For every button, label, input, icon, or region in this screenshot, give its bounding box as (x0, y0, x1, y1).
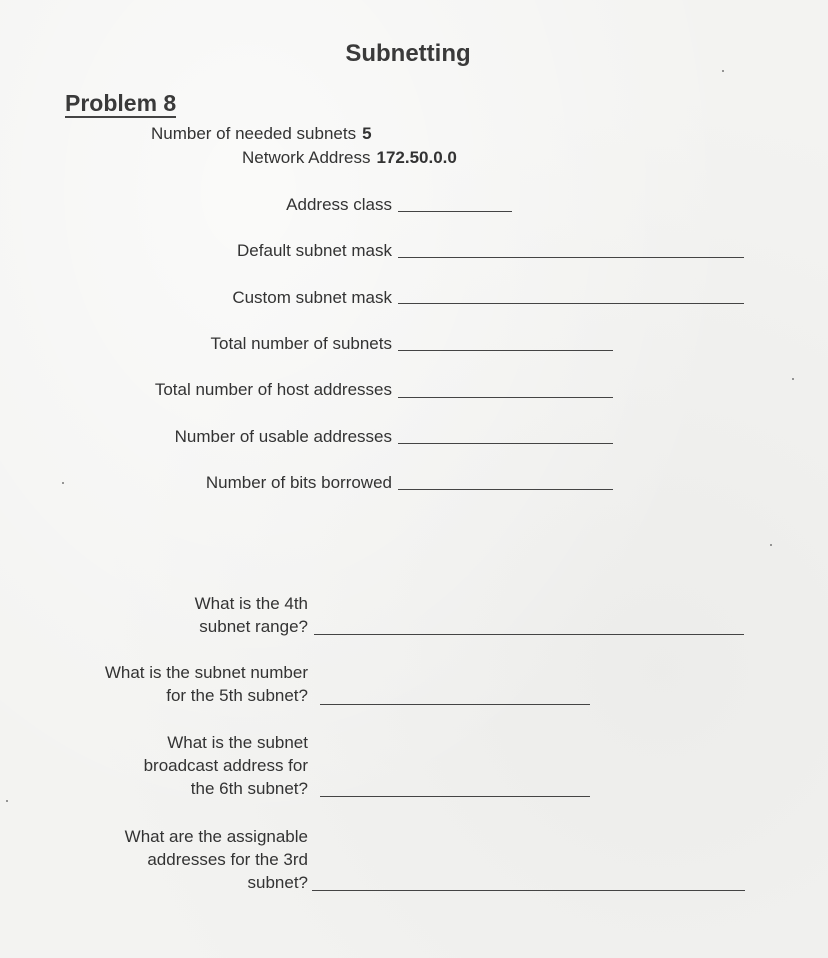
field-label: Number of bits borrowed (205, 473, 392, 492)
field-label: Default subnet mask (237, 241, 392, 260)
question-line: subnet? (247, 873, 308, 892)
question-line: What is the 4th (194, 594, 308, 613)
network-address-value: 172.50.0.0 (376, 148, 457, 167)
answer-line-6th-broadcast[interactable] (320, 796, 590, 797)
needed-subnets-label: Number of needed subnets (151, 124, 357, 143)
answer-line-custom-subnet-mask[interactable] (398, 303, 744, 304)
scan-speck (6, 800, 8, 802)
answer-line-3rd-assignable[interactable] (312, 890, 745, 891)
answer-line-bits-borrowed[interactable] (398, 489, 613, 490)
scan-speck (722, 70, 724, 72)
question-line: subnet range? (199, 617, 308, 636)
question-3rd-assignable (0, 825, 308, 894)
scan-speck (62, 482, 64, 484)
field-total-subnets (0, 334, 392, 356)
field-label: Total number of subnets (210, 334, 392, 353)
question-6th-broadcast (0, 731, 308, 800)
answer-line-4th-subnet-range[interactable] (314, 634, 744, 635)
page-title: Subnetting (345, 40, 471, 67)
question-line: broadcast address for (143, 756, 308, 775)
field-default-subnet-mask (0, 241, 392, 263)
answer-line-total-host-addresses[interactable] (398, 397, 613, 398)
field-usable-addresses (0, 427, 392, 449)
field-label: Address class (286, 195, 392, 214)
needed-subnets-value: 5 (362, 124, 372, 143)
answer-line-default-subnet-mask[interactable] (398, 257, 744, 258)
field-label: Number of usable addresses (174, 427, 392, 446)
question-5th-subnet-number (0, 661, 308, 707)
network-address-label: Network Address (242, 148, 371, 167)
answer-line-5th-subnet-number[interactable] (320, 704, 590, 705)
question-line: the 6th subnet? (190, 779, 308, 798)
needed-subnets-line (151, 124, 372, 144)
network-address-line (242, 148, 457, 168)
question-line: addresses for the 3rd (147, 850, 308, 869)
question-line: What are the assignable (124, 827, 308, 846)
answer-line-usable-addresses[interactable] (398, 443, 613, 444)
field-label: Total number of host addresses (154, 380, 392, 399)
problem-heading: Problem 8 (65, 90, 177, 116)
scan-speck (792, 378, 794, 380)
field-total-host-addresses (0, 380, 392, 402)
question-line: What is the subnet number (104, 663, 308, 682)
question-line: for the 5th subnet? (166, 686, 308, 705)
field-label: Custom subnet mask (232, 288, 392, 307)
answer-line-address-class[interactable] (398, 211, 512, 212)
answer-line-total-subnets[interactable] (398, 350, 613, 351)
scan-speck (770, 544, 772, 546)
field-address-class (0, 195, 392, 217)
question-line: What is the subnet (167, 733, 308, 752)
field-custom-subnet-mask (0, 288, 392, 310)
field-bits-borrowed (0, 473, 392, 495)
question-4th-subnet-range (0, 592, 308, 638)
